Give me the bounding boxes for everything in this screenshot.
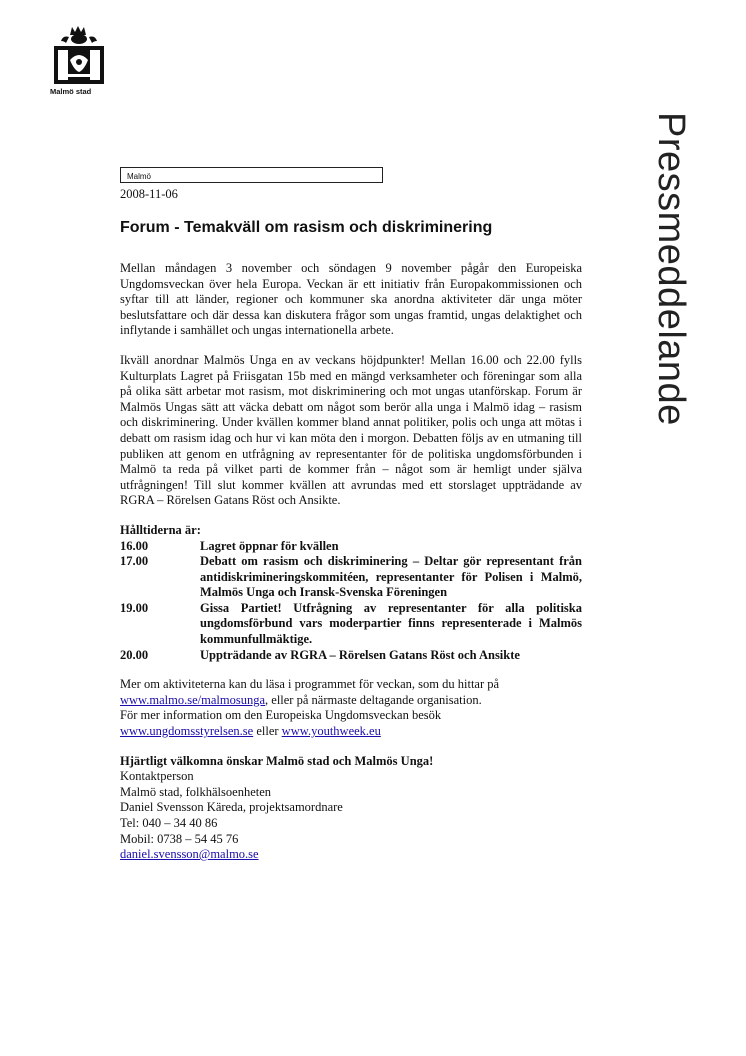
contact-mobile: Mobil: 0738 – 54 45 76 [120, 831, 239, 846]
schedule-row [120, 554, 582, 601]
schedule-text: Uppträdande av RGRA – Rörelsen Gatans Röst och Ansikte [200, 647, 520, 662]
welcome-line: Hjärtligt välkomna önskar Malmö stad och Malmös Unga! [120, 753, 434, 768]
paragraph-event: Ikväll anordnar Malmös Unga en av veckans höjdpunkter! Mellan 16.00 och 22.00 fylls Kulturplats Lagret på Friisgatan 15b med en mängd verksamheter och föreningar som alla på olika sätt arbetar mot rasism, mot diskriminering och mot ungas utanförskap. Forum är Malmös Ungas sätt att väcka debatt om något som berör alla unga i Malmö idag – rasism och diskriminering. Under kvällen kommer bland annat politiker, polis och unga att mötas i debatt om rasism idag och hur vi kan möta den i morgon. Debatten följs av en utmaning till publiken att genom en utfrågning av representanter för de politiska ungdomsförbunden i Malmö ta reda på vilket parti de kommer från – något som är hemligt under själva utfrågningen! Till slut kommer kvällen att avrundas med ett storslaget uppträdande av RGRA – Rörelsen Gatans Röst och Ansikte. [120, 352, 582, 508]
contact-org: Malmö stad, folkhälsoenheten [120, 784, 272, 799]
schedule-time: 16.00 [120, 538, 149, 553]
link-separator: eller [253, 724, 282, 739]
press-release-vertical-title: Pressmeddelande [650, 112, 692, 426]
more-info-line-4 [120, 724, 582, 740]
malmosunga-link[interactable]: www.malmo.se/malmosunga [120, 692, 266, 707]
more-info-text: Mer om aktiviteterna kan du läsa i programmet för veckan, som du hittar på [120, 677, 500, 692]
contact-email-link[interactable]: daniel.svensson@malmo.se [120, 847, 259, 862]
schedule-heading: Hålltiderna är: [120, 522, 201, 537]
schedule-row [120, 539, 582, 555]
malmo-stad-logo [50, 24, 110, 96]
headline: Forum - Temakväll om rasism och diskriminering [120, 219, 493, 236]
location-text: Malmö [127, 172, 152, 181]
contact-label: Kontaktperson [120, 769, 194, 784]
schedule-text: Lagret öppnar för kvällen [200, 538, 339, 553]
schedule [120, 523, 582, 663]
contact-name: Daniel Svensson Käreda, projektsamordnare [120, 800, 343, 815]
logo-caption: Malmö stad [50, 87, 92, 96]
closing [120, 754, 582, 863]
press-release-body [120, 261, 582, 863]
schedule-text: Debatt om rasism och diskriminering – Deltar gör representant från antidiskrimineringskommitéen, representanter för Polisen i Malmö, Malmös Unga och Iransk-Svenska Föreningen [200, 554, 582, 600]
schedule-row [120, 601, 582, 648]
location-field [120, 167, 383, 183]
contact-tel: Tel: 040 – 34 40 86 [120, 816, 218, 830]
schedule-time: 20.00 [120, 647, 149, 662]
release-date: 2008-11-06 [120, 187, 178, 201]
more-info-line-1 [120, 677, 582, 693]
more-info-line-3: För mer information om den Europeiska Ungdomsveckan besök [120, 708, 442, 723]
schedule-time: 19.00 [120, 600, 149, 615]
more-info-text-after: , eller på närmaste deltagande organisation. [265, 692, 482, 707]
schedule-text: Gissa Partiet! Utfrågning av representanter för alla politiska ungdomsförbund vars moderpartier finns representerade i Malmös kommunfullmäktige. [200, 600, 582, 647]
youthweek-link[interactable]: www.youthweek.eu [281, 724, 381, 739]
more-info-line-2 [120, 693, 582, 709]
ungdomsstyrelsen-link[interactable]: www.ungdomsstyrelsen.se [120, 724, 254, 739]
more-info [120, 677, 582, 739]
paragraph-intro: Mellan måndagen 3 november och söndagen 9 november pågår den Europeiska Ungdomsveckan över hela Europa. Veckan är ett initiativ från Europakommissionen och syftar till att länder, regioner och kommuner ska anordna aktiviteter där unga möter beslutsfattare och där dessa kan diskutera frågor som ungas framtid, ungas delaktighet och inflytande i samhället och ungas internationella arbete. [120, 261, 582, 338]
schedule-time: 17.00 [120, 554, 149, 569]
coat-of-arms-icon [50, 24, 108, 86]
schedule-row [120, 648, 582, 664]
